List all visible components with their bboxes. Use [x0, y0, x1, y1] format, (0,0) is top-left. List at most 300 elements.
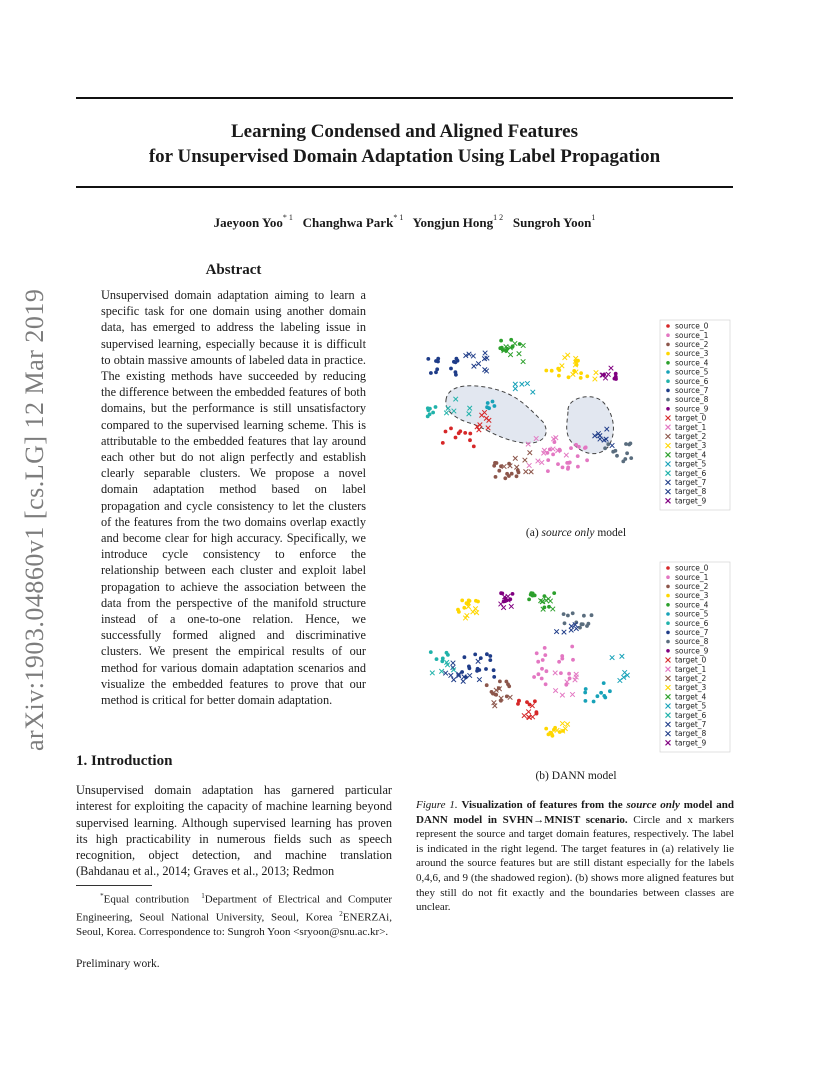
figure-caption-rest: Circle and x markers represent the source and target domain features, respectively. The label is indicated in the right legend. The target features in (a) relatively lie around the source features but are still distant especially for the labels 0,4,6, and 9 (the shadowed region). (b) shows more aligned features but they still do not fit exactly and the boundaries between classes are unclear.	[416, 813, 734, 914]
scatter-point-source_7	[454, 360, 458, 364]
legend-marker	[666, 407, 670, 411]
footnote	[76, 889, 392, 940]
scatter-point-source_3	[460, 599, 464, 603]
legend-a	[660, 320, 730, 510]
scatter-point-target_9	[501, 605, 506, 610]
scatter-point-source_1	[544, 682, 548, 686]
scatter-point-target_2	[529, 470, 534, 475]
scatter-point-source_7	[429, 371, 433, 375]
scatter-point-source_0	[468, 432, 472, 436]
legend-label: target_7	[675, 720, 707, 729]
scatter-point-source_7	[484, 667, 488, 671]
scatter-point-source_0	[458, 429, 462, 433]
scatter-point-source_1	[543, 646, 547, 650]
legend-marker	[666, 379, 670, 383]
scatter-point-source_1	[557, 660, 561, 664]
scatter-point-source_6	[446, 653, 450, 657]
scatter-point-source_1	[566, 466, 570, 470]
scatter-point-source_1	[560, 657, 564, 661]
scatter-point-source_2	[485, 683, 489, 687]
scatter-point-source_5	[491, 400, 495, 404]
scatter-point-target_2	[528, 450, 533, 455]
scatter-point-target_2	[523, 458, 528, 463]
scatter-point-source_1	[535, 651, 539, 655]
scatter-point-source_0	[463, 431, 467, 435]
scatter-point-source_1	[532, 675, 536, 679]
scatter-point-source_3	[557, 374, 561, 378]
scatter-point-source_9	[511, 592, 515, 596]
scatter-point-source_7	[488, 654, 492, 658]
scatter-point-source_4	[547, 605, 551, 609]
scatter-point-source_3	[548, 731, 552, 735]
subcaption-a-suffix: model	[597, 527, 627, 539]
scatter-point-target_8	[610, 443, 615, 448]
scatter-point-source_1	[540, 667, 544, 671]
scatter-point-source_2	[497, 469, 501, 473]
scatter-point-source_2	[517, 471, 521, 475]
legend-label: source_4	[675, 358, 709, 368]
scatter-point-source_2	[515, 474, 519, 478]
scatter-point-source_7	[492, 668, 496, 672]
legend-label: target_1	[675, 422, 707, 432]
scatter-plot-dann	[418, 556, 734, 756]
legend-label: target_6	[675, 468, 707, 478]
scatter-point-source_4	[552, 591, 556, 595]
scatter-point-source_1	[545, 669, 549, 673]
scatter-point-source_0	[468, 438, 472, 442]
scatter-point-source_3	[457, 610, 461, 614]
legend-label: target_3	[675, 441, 707, 451]
legend-label: source_3	[675, 349, 709, 359]
scatter-point-source_0	[517, 699, 521, 703]
scatter-point-source_7	[485, 652, 489, 656]
intro-body: Unsupervised domain adaptation has garnered particular interest for exploiting the capacity of machine learning beyond supervised learning. Although supervised learning has proven its high practicability in numerous fields such as speech recognition, object detection, and machine translation (Bahdanau et al., 2014; Graves et al., 2013; Redmon	[76, 783, 392, 879]
scatter-point-source_9	[614, 375, 618, 379]
scatter-point-source_8	[627, 443, 631, 447]
legend-label: source_8	[675, 395, 709, 405]
footnote-mark: *	[100, 892, 104, 900]
scatter-point-source_5	[487, 406, 491, 410]
scatter-point-source_5	[602, 681, 606, 685]
scatter-point-target_4	[521, 343, 526, 348]
scatter-point-target_6	[444, 411, 449, 416]
scatter-point-target_4	[517, 351, 522, 356]
scatter-point-source_5	[486, 401, 490, 405]
scatter-point-target_7	[461, 679, 466, 684]
scatter-point-source_6	[440, 659, 444, 663]
legend-label: target_3	[675, 683, 707, 693]
footnote-equal: Equal contribution	[103, 893, 190, 906]
scatter-point-source_0	[472, 445, 476, 449]
legend-label: target_4	[675, 692, 707, 702]
scatter-point-source_8	[562, 612, 566, 616]
scatter-point-source_1	[546, 469, 550, 473]
scatter-point-source_7	[426, 357, 430, 361]
scatter-point-target_3	[474, 610, 479, 615]
scatter-point-target_4	[548, 599, 553, 604]
scatter-point-source_6	[434, 405, 438, 409]
scatter-point-source_7	[467, 665, 471, 669]
scatter-point-source_1	[576, 465, 580, 469]
scatter-point-source_1	[541, 658, 545, 662]
scatter-point-source_2	[503, 476, 507, 480]
legend-label: source_0	[675, 563, 709, 573]
legend-marker	[666, 333, 670, 337]
scatter-point-target_8	[574, 626, 579, 631]
legend-marker	[666, 612, 670, 616]
scatter-point-target_9	[609, 366, 614, 371]
author-affiliation-mark: * 1	[282, 213, 293, 222]
subcaption-a	[418, 527, 734, 539]
legend-marker	[666, 324, 670, 328]
scatter-point-source_1	[551, 453, 555, 457]
scatter-point-source_3	[476, 600, 480, 604]
scatter-point-source_5	[583, 691, 587, 695]
legend-label: target_9	[675, 496, 707, 506]
figure-caption-bold-1: Visualization of features from the	[461, 799, 623, 811]
scatter-point-source_2	[505, 472, 509, 476]
scatter-point-target_4	[513, 341, 518, 346]
legend-label: target_5	[675, 459, 707, 469]
footnote-affiliation-2: ENERZAi, Seoul, Korea. Correspondence to: Sungroh Yoon <sryoon@snu.ac.kr>.	[76, 911, 392, 939]
author-name: Sungroh Yoon	[512, 215, 592, 230]
legend-marker	[666, 640, 670, 644]
author-name: Changhwa Park	[302, 215, 394, 230]
scatter-point-target_4	[551, 607, 556, 612]
scatter-point-source_7	[449, 367, 453, 371]
scatter-point-target_1	[540, 460, 545, 465]
scatter-point-target_2	[524, 469, 529, 474]
legend-label: target_0	[675, 655, 707, 665]
figure-caption-bold-2: model and DANN model in SVHN→MNIST scenario.	[416, 799, 734, 826]
scatter-point-source_6	[428, 407, 432, 411]
scatter-point-source_1	[559, 671, 563, 675]
legend-label: source_5	[675, 367, 709, 377]
scatter-point-source_7	[463, 655, 467, 659]
scatter-point-source_1	[568, 461, 572, 465]
scatter-point-source_6	[426, 415, 430, 419]
scatter-point-source_8	[603, 446, 607, 450]
author-affiliation-mark: * 1	[393, 213, 404, 222]
scatter-point-target_9	[506, 594, 511, 599]
scatter-point-source_2	[495, 461, 499, 465]
scatter-point-source_1	[540, 677, 544, 681]
scatter-point-source_2	[494, 693, 498, 697]
legend-label: source_1	[675, 572, 709, 582]
scatter-point-source_0	[449, 427, 453, 431]
scatter-point-source_8	[615, 454, 619, 458]
scatter-points-b	[429, 591, 630, 738]
legend-label: target_1	[675, 664, 707, 674]
legend-label: source_6	[675, 376, 709, 386]
scatter-point-target_7	[471, 354, 476, 359]
scatter-point-source_6	[435, 657, 439, 661]
scatter-point-target_5	[520, 382, 525, 387]
legend-label: target_4	[675, 450, 707, 460]
scatter-point-source_8	[566, 614, 570, 618]
scatter-point-source_5	[602, 694, 606, 698]
legend-marker	[666, 566, 670, 570]
subcaption-a-prefix: (a)	[525, 527, 539, 539]
scatter-point-source_6	[431, 411, 435, 415]
scatter-point-target_7	[467, 673, 472, 678]
scatter-point-source_8	[614, 449, 618, 453]
legend-label: target_2	[675, 674, 707, 683]
footnote-rule	[76, 885, 152, 886]
scatter-point-target_7	[472, 364, 477, 369]
scatter-point-source_1	[568, 677, 572, 681]
preliminary-note: Preliminary work.	[76, 958, 160, 970]
scatter-point-source_8	[623, 457, 627, 461]
scatter-point-source_8	[582, 614, 586, 618]
scatter-point-source_2	[506, 682, 510, 686]
title-line-2: for Unsupervised Domain Adaptation Using Label Propagation	[148, 146, 661, 167]
scatter-point-source_4	[527, 598, 531, 602]
legend-marker	[666, 594, 670, 598]
scatter-point-target_4	[521, 359, 526, 364]
legend-marker	[666, 649, 670, 653]
legend-label: target_7	[675, 478, 707, 487]
scatter-point-target_7	[451, 661, 456, 666]
scatter-point-source_4	[543, 594, 547, 598]
scatter-point-target_7	[451, 677, 456, 682]
scatter-point-source_4	[509, 338, 513, 342]
legend-label: source_9	[675, 646, 709, 656]
scatter-point-source_1	[585, 458, 589, 462]
arxiv-stamp: arXiv:1903.04860v1 [cs.LG] 12 Mar 2019	[20, 288, 49, 752]
legend-marker	[666, 343, 670, 347]
footnote-mark: 2	[339, 910, 343, 919]
scatter-point-source_4	[533, 594, 537, 598]
legend-label: target_0	[675, 413, 707, 423]
scatter-point-target_8	[562, 630, 567, 635]
scatter-point-target_5	[513, 382, 518, 387]
scatter-point-target_4	[508, 352, 513, 357]
scatter-point-source_5	[599, 691, 603, 695]
scatter-point-target_1	[527, 463, 532, 468]
legend-marker	[666, 398, 670, 402]
scatter-point-source_1	[546, 458, 550, 462]
legend-label: source_8	[675, 637, 709, 647]
scatter-point-source_3	[550, 369, 554, 373]
scatter-point-source_8	[629, 456, 633, 460]
title-bottom-rule	[76, 186, 733, 188]
legend-b	[660, 562, 730, 752]
scatter-point-source_1	[561, 466, 565, 470]
scatter-point-source_8	[625, 451, 629, 455]
scatter-point-source_5	[608, 689, 612, 693]
legend-label: source_7	[675, 386, 709, 395]
scatter-point-source_1	[536, 660, 540, 664]
scatter-point-source_3	[579, 371, 583, 375]
scatter-point-source_8	[571, 611, 575, 615]
legend-label: source_6	[675, 618, 709, 628]
scatter-point-source_2	[498, 680, 502, 684]
legend-marker	[666, 603, 670, 607]
subcaption-b: (b) DANN model	[535, 770, 617, 782]
scatter-point-target_3	[565, 722, 570, 727]
scatter-point-source_2	[494, 475, 498, 479]
scatter-point-source_3	[556, 367, 560, 371]
scatter-point-target_5	[513, 386, 518, 391]
legend-label: source_0	[675, 321, 709, 331]
shadowed-region	[446, 386, 614, 454]
scatter-point-source_8	[563, 621, 567, 625]
legend-marker	[666, 621, 670, 625]
scatter-point-target_9	[509, 604, 514, 609]
legend-label: target_2	[675, 432, 707, 441]
scatter-point-source_8	[624, 442, 628, 446]
legend-label: target_8	[675, 487, 707, 497]
legend-marker	[666, 575, 670, 579]
scatter-point-target_3	[560, 364, 565, 369]
scatter-point-source_1	[576, 454, 580, 458]
legend-label: source_4	[675, 600, 709, 610]
scatter-point-source_8	[578, 626, 582, 630]
scatter-point-source_3	[544, 727, 548, 731]
title-line-1: Learning Condensed and Aligned Features	[231, 121, 578, 142]
scatter-point-target_3	[565, 353, 570, 358]
legend-marker	[666, 352, 670, 356]
scatter-point-target_9	[606, 372, 611, 377]
scatter-point-target_7	[483, 351, 488, 356]
author-name: Jaeyoon Yoo	[213, 215, 283, 230]
scatter-point-target_3	[594, 370, 599, 375]
scatter-point-source_1	[556, 462, 560, 466]
figure-caption-bold-em: source only	[626, 799, 680, 811]
scatter-point-target_7	[449, 673, 454, 678]
footnote-affiliation-1: Department of Electrical and Computer Engineering, Seoul National University, Seoul, Korea	[76, 893, 393, 924]
legend-label: source_2	[675, 340, 709, 349]
scatter-point-source_1	[574, 443, 578, 447]
legend-marker	[666, 389, 670, 393]
scatter-point-source_2	[510, 472, 514, 476]
scatter-point-source_7	[488, 658, 492, 662]
scatter-point-source_0	[444, 430, 448, 434]
scatter-point-source_5	[493, 404, 497, 408]
scatter-point-source_8	[606, 442, 610, 446]
scatter-point-source_8	[585, 624, 589, 628]
scatter-point-target_1	[553, 688, 558, 693]
scatter-point-target_1	[536, 459, 541, 464]
scatter-point-target_5	[620, 654, 625, 659]
scatter-point-source_1	[571, 658, 575, 662]
scatter-point-source_1	[583, 446, 587, 450]
legend-marker	[666, 370, 670, 374]
author-affiliation-mark: 1 2	[493, 213, 504, 222]
scatter-point-source_3	[579, 376, 583, 380]
scatter-point-source_3	[462, 606, 466, 610]
scatter-point-source_3	[567, 375, 571, 379]
subcaption-a-emphasis: source only	[541, 527, 595, 539]
scatter-point-target_5	[610, 655, 615, 660]
author-name: Yongjun Hong	[412, 215, 494, 230]
scatter-point-target_8	[554, 629, 559, 634]
scatter-point-target_7	[483, 367, 488, 372]
scatter-point-source_1	[567, 672, 571, 676]
scatter-point-source_3	[585, 374, 589, 378]
scatter-point-source_6	[429, 650, 433, 654]
abstract-body: Unsupervised domain adaptation aiming to learn a specific task for one domain using another domain data, has emerged to address the labeling issue in supervised learning, especially because it is difficult to obtain massive amounts of labeled data in practice. The existing methods have succeeded by reducing the difference between the embedded features of both domains, but the performance is still unsatisfactory compared to the supervised learning scheme. This is attributable to the embedded features that lay around each other but do not align perfectly and establish clearly separable clusters. We propose a novel domain adaptation method based on label propagation and cycle consistency to let the clusters of the features from the two domains overlap exactly and become clear for high accuracy. Specifically, we introduce cycle consistency to enforce the relationship between each cluster and exploit label propagation to achieve the association between the data from the perspective of the manifold structure instead of a one-to-one relation. Hence, we successfully formed aligned and discriminative clusters. We present the empirical results of our method for various domain adaptation scenarios and visualize the embedded features to prove that our method is critical for better domain adaptation.	[101, 288, 366, 708]
scatter-point-source_0	[441, 441, 445, 445]
legend-label: target_6	[675, 710, 707, 720]
top-rule	[76, 97, 733, 99]
figure-label: Figure 1.	[416, 799, 458, 811]
scatter-point-target_7	[476, 361, 481, 366]
legend-label: source_1	[675, 330, 709, 340]
author-list	[76, 215, 733, 231]
scatter-point-source_1	[570, 645, 574, 649]
abstract-heading: Abstract	[205, 262, 262, 278]
scatter-point-source_5	[592, 700, 596, 704]
scatter-point-target_0	[526, 710, 531, 715]
legend-label: source_7	[675, 628, 709, 637]
scatter-point-source_1	[569, 446, 573, 450]
legend-label: source_5	[675, 609, 709, 619]
scatter-point-target_1	[570, 692, 575, 697]
legend-marker	[666, 631, 670, 635]
scatter-point-target_3	[563, 726, 568, 731]
scatter-point-source_7	[492, 675, 496, 679]
scatter-point-source_7	[477, 668, 481, 672]
legend-label: source_2	[675, 582, 709, 591]
scatter-point-target_9	[499, 602, 504, 607]
scatter-point-target_0	[522, 713, 527, 718]
scatter-point-source_1	[543, 653, 547, 657]
scatter-point-source_0	[454, 436, 458, 440]
author-affiliation-mark: 1	[591, 213, 596, 222]
scatter-point-source_5	[584, 699, 588, 703]
scatter-point-source_7	[454, 373, 458, 377]
figure-caption	[416, 798, 734, 915]
scatter-point-source_1	[537, 672, 541, 676]
legend-label: target_8	[675, 729, 707, 739]
legend-label: source_3	[675, 591, 709, 601]
scatter-point-source_7	[434, 359, 438, 363]
scatter-point-target_6	[430, 671, 435, 676]
scatter-point-target_3	[593, 377, 598, 382]
intro-heading: 1. Introduction	[76, 753, 173, 769]
scatter-point-target_7	[477, 677, 482, 682]
scatter-point-target_5	[531, 390, 536, 395]
scatter-point-source_0	[533, 699, 537, 703]
scatter-point-target_2	[513, 456, 518, 461]
scatter-point-target_8	[569, 628, 574, 633]
scatter-point-source_7	[473, 653, 477, 657]
scatter-point-target_7	[476, 659, 481, 664]
scatter-plot-source-only	[418, 312, 734, 512]
scatter-point-target_5	[525, 381, 530, 386]
legend-label: target_5	[675, 701, 707, 711]
scatter-point-source_8	[581, 622, 585, 626]
legend-marker	[666, 361, 670, 365]
legend-marker	[666, 585, 670, 589]
scatter-point-target_3	[560, 721, 565, 726]
legend-label: target_9	[675, 738, 707, 748]
scatter-point-target_1	[564, 453, 569, 458]
scatter-point-source_4	[499, 339, 503, 343]
scatter-point-target_1	[560, 693, 565, 698]
legend-label: source_9	[675, 404, 709, 414]
scatter-point-source_3	[544, 369, 548, 373]
footnote-mark: 1	[201, 892, 205, 900]
scatter-point-source_5	[596, 694, 600, 698]
scatter-point-source_8	[590, 613, 594, 617]
scatter-point-target_2	[508, 695, 513, 700]
scatter-point-source_7	[435, 367, 439, 371]
scatter-point-target_1	[553, 671, 558, 676]
scatter-point-source_5	[584, 687, 588, 691]
